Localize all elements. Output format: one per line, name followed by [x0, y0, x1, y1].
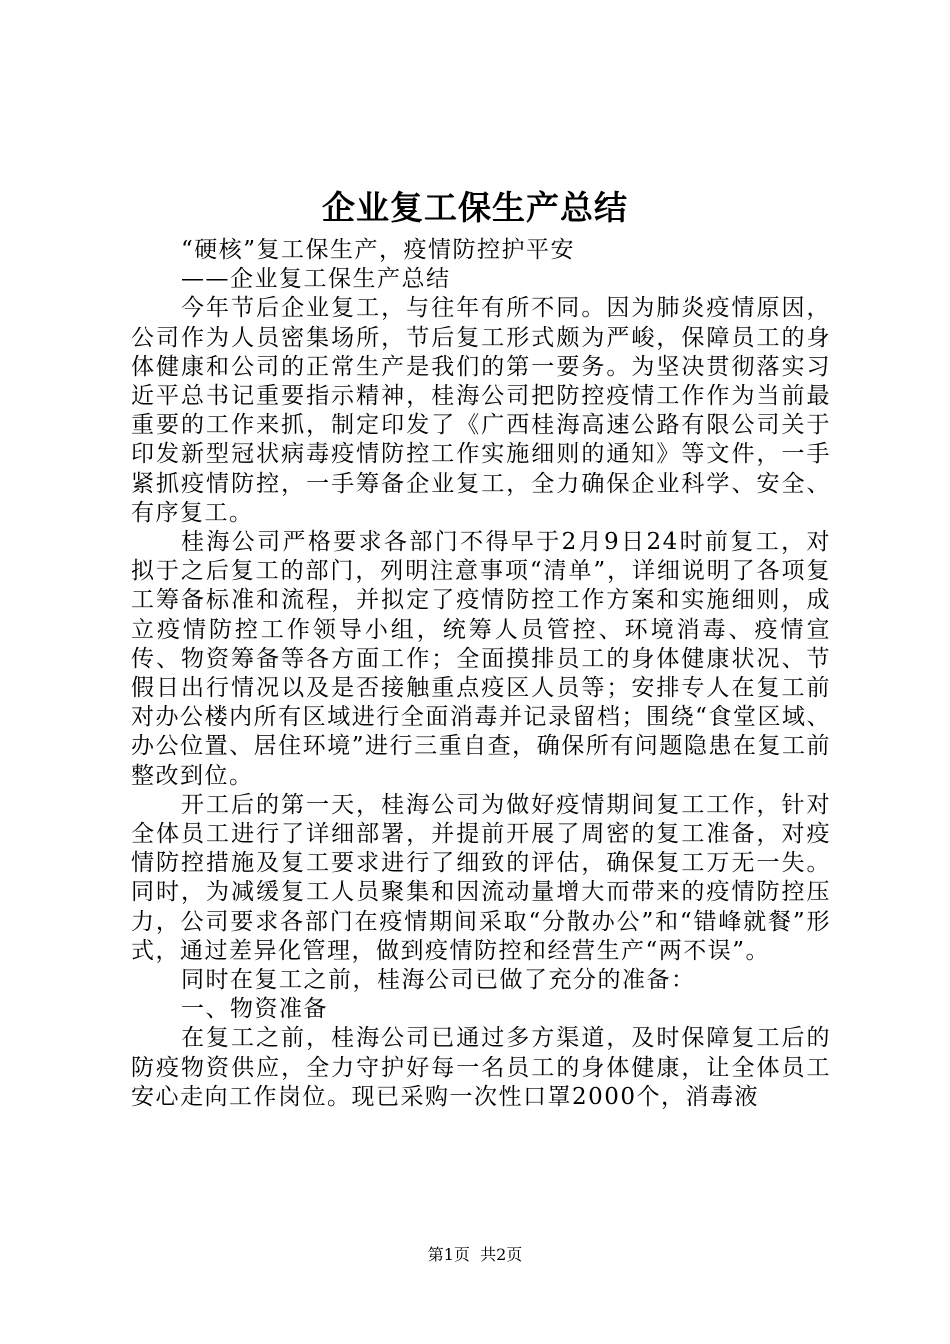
body-paragraph: 同时在复工之前，桂海公司已做了充分的准备： [181, 967, 696, 994]
page-number-total: 共2页 [480, 1245, 523, 1264]
document-title: 企业复工保生产总结 [322, 188, 628, 227]
subtitle-line: “硬核”复工保生产，疫情防控护平安 [181, 237, 576, 263]
subtitle-byline: ——企业复工保生产总结 [181, 266, 451, 293]
body-paragraph: 今年节后企业复工，与往年有所不同。因为肺炎疫情原因，公司作为人员密集场所，节后复工形式颇为严峻，保障员工的身体健康和公司的正常生产是我们的第一要务。为坚决贯彻落实习近平总书记重要指示精神，桂海公司把防控疫情工作作为当前最重要的工作来抓，制定印发了《广西桂海高速公路有限公司关于印发新型冠状病毒疫情防控工作实施细则的通知》等文件，一手紧抓疫情防控，一手筹备企业复工，全力确保企业科学、安全、有序复工。 [131, 295, 831, 526]
page-footer [0, 1244, 950, 1266]
body-paragraph: 开工后的第一天，桂海公司为做好疫情期间复工工作，针对全体员工进行了详细部署，并提前开展了周密的复工准备，对疫情防控措施及复工要求进行了细致的评估，确保复工万无一失。同时，为减缓复工人员聚集和因流动量增大而带来的疫情防控压力，公司要求各部门在疫情期间采取“分散办公”和“错峰就餐”形式，通过差异化管理，做到疫情防控和经营生产“两不误”。 [131, 791, 831, 964]
body-paragraph: 在复工之前，桂海公司已通过多方渠道，及时保障复工后的防疫物资供应，全力守护好每一名员工的身体健康，让全体员工安心走向工作岗位。现已采购一次性口罩2000个，消毒液 [131, 1025, 831, 1110]
section-heading: 一、物资准备 [181, 996, 328, 1023]
body-paragraph: 桂海公司严格要求各部门不得早于2月9日24时前复工，对拟于之后复工的部门，列明注意事项“清单”，详细说明了各项复工筹备标准和流程，并拟定了疫情防控工作方案和实施细则，成立疫情防控工作领导小组，统筹人员管控、环境消毒、疫情宣传、物资筹备等各方面工作；全面摸排员工的身体健康状况、节假日出行情况以及是否接触重点疫区人员等；安排专人在复工前对办公楼内所有区域进行全面消毒并记录留档；围绕“食堂区域、办公位置、居住环境”进行三重自查，确保所有问题隐患在复工前整改到位。 [131, 529, 831, 789]
page-number-current: 第1页 [427, 1245, 470, 1264]
document-body [131, 236, 831, 1112]
